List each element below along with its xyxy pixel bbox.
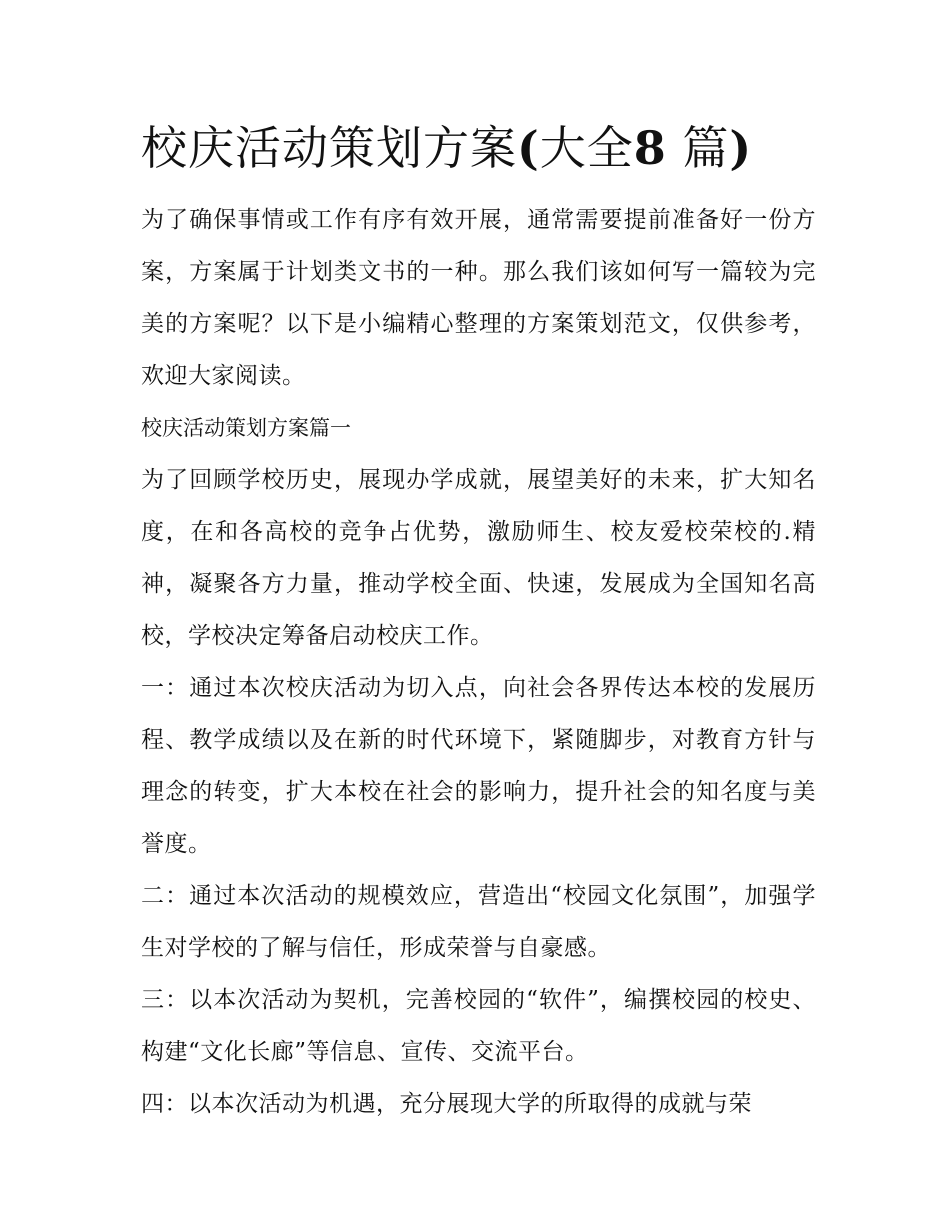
goal-two-paragraph: 二：通过本次活动的规模效应，营造出“校园文化氛围”，加强学生对学校的了解与信任，形成荣誉与自豪感。: [141, 883, 816, 961]
title-middle: 大全: [539, 121, 634, 175]
goal-four-paragraph: 四：以本次活动为机遇，充分展现大学的所取得的成就与荣: [141, 1091, 752, 1117]
document-body: [141, 112, 816, 1130]
section-heading: 校庆活动策划方案篇一: [141, 416, 351, 440]
purpose-paragraph: 为了回顾学校历史，展现办学成就，展望美好的未来，扩大知名度，在和各高校的竞争占优势，激励师生、校友爱校荣校的.精神，凝聚各方力量，推动学校全面、快速，发展成为全国知名高校，学校决定筹备启动校庆工作。: [141, 467, 816, 649]
intro-paragraph: 为了确保事情或工作有序有效开展，通常需要提前准备好一份方案，方案属于计划类文书的一种。那么我们该如何写一篇较为完美的方案呢？以下是小编精心整理的方案策划范文，仅供参考，欢迎大家阅读。: [141, 207, 816, 389]
document-title: [141, 112, 816, 184]
title-close-paren: ): [729, 121, 753, 175]
title-number: 8: [633, 121, 667, 175]
title-open-paren: (: [517, 121, 540, 175]
goal-three-paragraph: 三：以本次活动为契机，完善校园的“软件”，编撰校园的校史、构建“文化长廊”等信息、宣传、交流平台。: [141, 987, 816, 1065]
goal-one-paragraph: 一：通过本次校庆活动为切入点，向社会各界传达本校的发展历程、教学成绩以及在新的时代环境下，紧随脚步，对教育方针与理念的转变，扩大本校在社会的影响力，提升社会的知名度与美誉度。: [141, 675, 816, 857]
title-prefix: 校庆活动策划方案: [141, 121, 517, 175]
title-suffix: 篇: [682, 121, 730, 175]
